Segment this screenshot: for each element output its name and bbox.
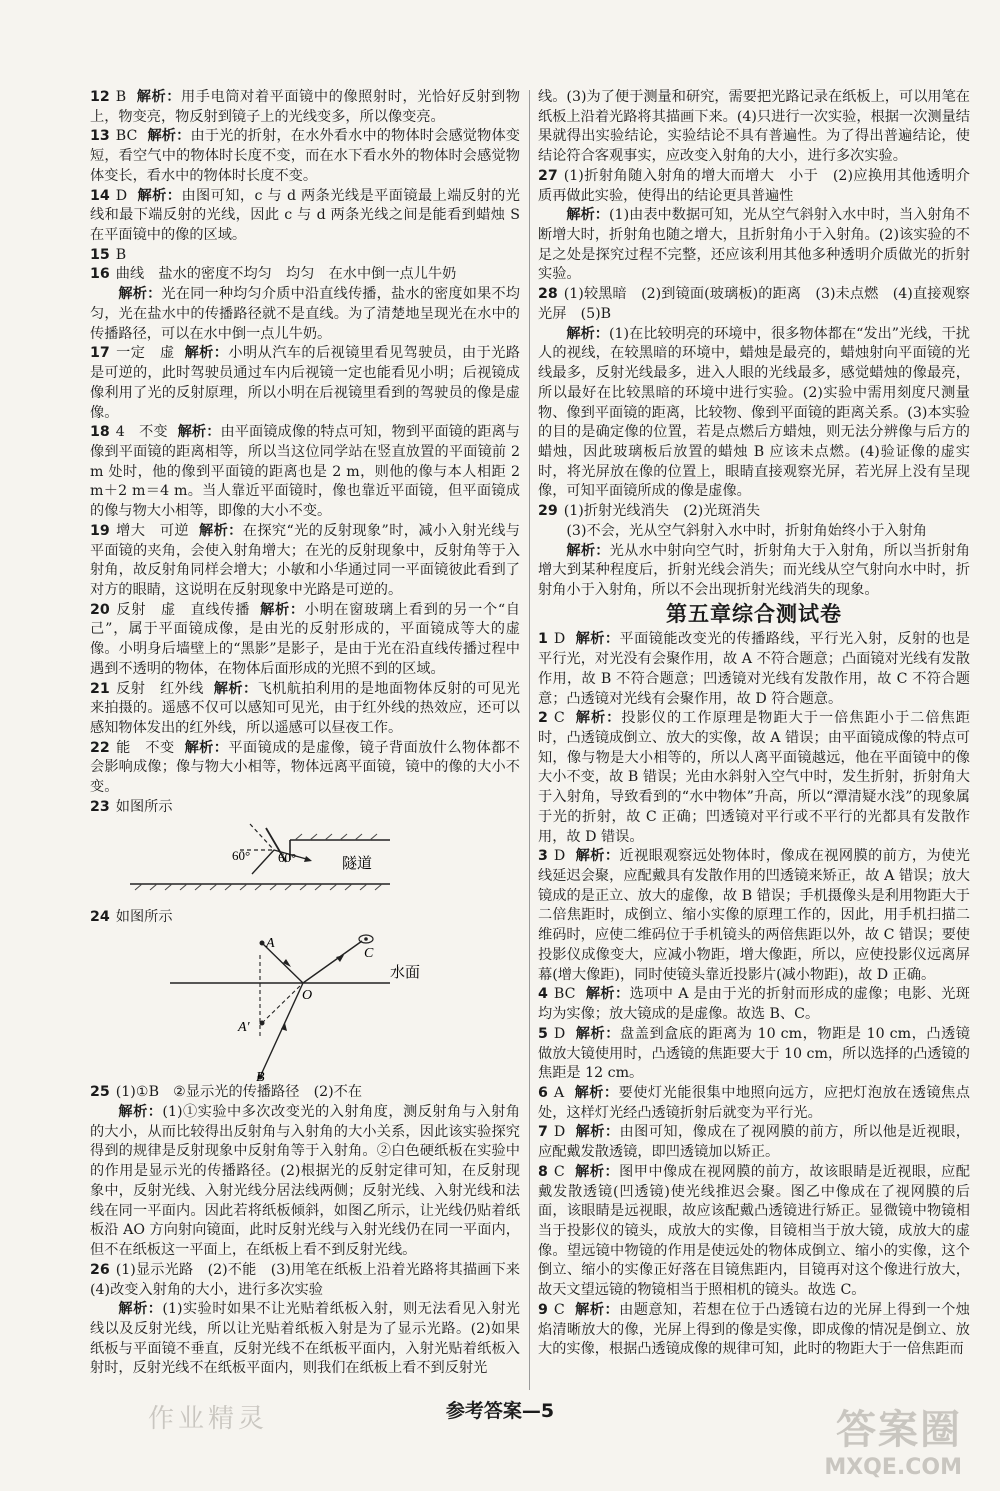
explanation-label: 解析： — [118, 1301, 163, 1318]
answer-explanation — [538, 88, 970, 167]
explanation-label: 解析： — [260, 601, 305, 618]
page-footer: 参考答案—5 — [445, 1400, 555, 1422]
answer-value: (1)较黑暗 (2)到镜面(玻璃板)的距离 (3)未点燃 (4)直接观察光屏 (5)B — [538, 286, 970, 322]
answer-value: D — [115, 187, 128, 204]
question-number: 22 — [90, 739, 110, 756]
answer-value: BC — [553, 986, 576, 1003]
answer-item — [538, 1163, 970, 1301]
explanation-label: 解析： — [585, 986, 630, 1003]
question-number: 21 — [90, 680, 110, 697]
question-number: 24 — [90, 908, 110, 925]
point-a-prime-label: A′ — [238, 1020, 250, 1036]
answer-explanation — [90, 1103, 520, 1261]
answer-value: (1)折射光线消失 (2)光斑消失 — [563, 503, 761, 520]
answer-value: D — [553, 1124, 566, 1141]
answer-value: 反射 虚 直线传播 — [115, 601, 251, 618]
explanation-label: 解析： — [147, 128, 191, 145]
explanation-text: 由题意知，若想在位于凸透镜右边的光屏上得到一个烛焰清晰放大的像，光屏上得到的像是实像，即成像的情况是倒立、放大的实像，根据凸透镜成像的规律可知，此时的物距大于一倍焦距而 — [538, 1301, 970, 1358]
explanation-label: 解析： — [575, 631, 620, 648]
answer-item — [538, 1084, 970, 1123]
explanation-text: (1)在比较明亮的环境中，很多物体都在“发出”光线，干扰人的视线，在较黑暗的环境中，蜡烛是最亮的，蜡烛射向平面镜的光线最多，反射光线最多，进入人眼的光线最多，感觉蜡烛的像最亮，所以最好在比较黑暗的环境中进行实验。(2)实验中需用刻度尺测量物、像到平面镜的距离，比较物、像到平面镜的距离关系。(3)本实验的目的是确定像的位置，若是点燃后方蜡烛，则无法分辨像与后方的蜡烛，因此玻璃板后放置的蜡烛 B 应该未点燃。(4)验证像的虚实时，将光屏放在像的位置上，眼睛直接观察光屏，若光屏上没有呈现像，可知平面镜所成的像是虚像。 — [538, 325, 970, 500]
question-number: 25 — [90, 1084, 110, 1101]
answer-item — [90, 1261, 535, 1300]
explanation-text: 选项中 A 是由于光的折射而形成的虚像；电影、光斑均为实像；放大镜成的是虚像。故选 B、C。 — [538, 986, 970, 1023]
explanation-text: 小明在窗玻璃上看到的另一个“自己”，属于平面镜成像，是由光的反射形成的，平面镜成等大的虚像。小明身后墙壁上的“黑影”是影子，是由于光在沿直线传播过程中遇到不透明的物体，在物体后面形成的光照不到的区域。 — [90, 601, 520, 677]
answer-item — [90, 798, 520, 818]
explanation-text: 线。(3)为了便于测量和研究，需要把光路记录在纸板上，可以用笔在纸板上沿着光路将其描画下来。(4)只进行一次实验，根据一次测量结果就得出实验结论，实验结论不具有普遍性。为了得出普遍结论，使结论符合客观事实，应改变入射角的大小，进行多次实验。 — [538, 89, 970, 165]
explanation-text: 由平面镜成像的特点可知，物到平面镜的距离与像到平面镜的距离相等，所以当这位同学站在竖直放置的平面镜前 2 m 处时，他的像到平面镜的距离也是 2 m，则他的像与本人相距 2 m＋2 m＝4 m。当人靠近平面镜时，像也靠近平面镜，但平面镜成的像与物大小相等，即像的大小不变。 — [90, 424, 520, 520]
question-number: 28 — [538, 286, 558, 303]
explanation-label: 解析： — [566, 207, 610, 224]
explanation-text: (1)实验时如果不让光贴着纸板入射，则无法看见入射光线以及反射光线，所以让光贴着纸板入射是为了显示光路。(2)如果纸板与平面镜不垂直，反射光线不在纸板平面内，入射光贴着纸板入射时，反射光线不在纸板平面内，则我们在纸板上看不到反射光 — [90, 1301, 520, 1377]
question-number: 9 — [538, 1301, 548, 1318]
explanation-text: (1)由表中数据可知，光从空气斜射入水中时，当入射角不断增大时，折射角也随之增大，且折射角小于入射角。(2)该实验的不足之处是探究过程不完整，还应该利用其他多种透明介质做光的折射实验。 — [538, 207, 970, 283]
section-title: 第五章综合测试卷 — [666, 601, 842, 626]
explanation-label: 解析： — [137, 187, 182, 204]
answer-item — [90, 601, 520, 680]
answer-explanation — [538, 542, 970, 601]
answer-value: A — [553, 1084, 565, 1101]
right-bottom-answers — [538, 630, 970, 1360]
question-number: 14 — [90, 187, 110, 204]
explanation-label: 解析： — [118, 1104, 163, 1121]
answer-item — [538, 1301, 970, 1360]
explanation-label: 解析： — [177, 424, 221, 441]
answer-value: 反射 红外线 — [115, 680, 204, 697]
explanation-text: 用手电筒对着平面镜中的像照射时，光恰好反射到物上，物变亮，物反射到镜子上的光线变多，所以像变亮。 — [90, 89, 520, 125]
question-number: 8 — [538, 1163, 548, 1180]
answer-value: C — [553, 710, 565, 727]
water-surface-label: 水面 — [390, 963, 421, 982]
explanation-text: 要使灯光能很集中地照向远方，应把灯泡放在透镜焦点处，这样灯光经凸透镜折射后就变为平行光。 — [538, 1084, 970, 1121]
question-number: 7 — [538, 1124, 548, 1141]
explanation-label: 解析： — [199, 522, 243, 539]
explanation-text: (1)①实验中多次改变光的入射角度，测反射角与入射角的大小，从而比较得出反射角与入射角的大小关系，因此该实验探究得到的规律是反射现象中反射角等于入射角。②白色硬纸板在实验中的作用是显示光的传播路径。(2)根据光的反射定律可知，在反射现象中，反射光线、入射光线分居法线两侧；反射光线、入射光线和法线在同一平面内。因此若将纸板倾斜，如图乙所示，让光线仍贴着纸板沿 AO 方向射向镜面，此时反射光线与入射光线仍在同一平面内，但不在纸板这一平面上，在纸板上看不到反射光线。 — [90, 1104, 520, 1259]
answer-item — [538, 1123, 970, 1162]
answer-item — [90, 423, 520, 522]
answer-value: B — [115, 246, 127, 263]
angle-label-2: 60° — [278, 849, 297, 865]
answer-item — [90, 739, 520, 798]
answer-value: D — [553, 631, 566, 648]
question-number: 6 — [538, 1084, 548, 1101]
angle-label-1: 60° — [232, 847, 251, 863]
right-column — [538, 88, 970, 1360]
point-c-label: C — [364, 946, 374, 962]
explanation-text: 光在同一种均匀介质中沿直线传播，盐水的密度如果不均匀，光在盐水中的传播路径就不是直线。为了清楚地呈现光在水中的传播路径，可以在水中倒一点儿牛奶。 — [90, 286, 520, 342]
explanation-text: 光从水中射向空气时，折射角大于入射角，所以当折射角增大到某种程度后，折射光线会消失；而光线从空气射向水中时，折射角小于入射角，所以不会出现折射光线消失的现象。 — [538, 542, 970, 598]
answer-value: 曲线 盐水的密度不均匀 均匀 在水中倒一点儿牛奶 — [115, 266, 457, 283]
question-number: 15 — [90, 246, 110, 263]
explanation-label: 解析： — [574, 1084, 619, 1101]
right-top-answers — [538, 88, 970, 601]
explanation-text: 飞机航拍利用的是地面物体反射的可见光来拍摄的。遥感不仅可以感知可见光，由于红外线的热效应，还可以感知物体发出的红外线，所以遥感可以昼夜工作。 — [90, 680, 520, 736]
explanation-text: 投影仪的工作原理是物距大于一倍焦距小于二倍焦距时，凸透镜成倒立、放大的实像，故 A 错误；由平面镜成像的特点可知，像与物是大小相等的，所以人离平面镜越远，他在平面镜中的像大小不变，故 B 错误；光由水斜射入空气中时，发生折射，折射角大于入射角，导致看到的“水中物体”升高，所以“潭清疑水浅”的现象属于光的折射，故 C 正确；凹透镜对平行或不平行的光都具有发散作用，故 D 错误。 — [538, 710, 970, 845]
explanation-text: 平面镜成的是虚像，镜子背面放什么物体都不会影响成像；像与物大小相等，物体远离平面镜，镜中的像的大小不变。 — [90, 739, 520, 796]
answer-item — [538, 985, 970, 1024]
left-column — [90, 88, 535, 1379]
explanation-label: 解析： — [574, 1163, 620, 1180]
explanation-label: 解析： — [136, 89, 182, 105]
answer-value: 如图所示 — [115, 798, 173, 815]
answer-value: C — [553, 1163, 565, 1180]
answer-item — [90, 88, 520, 127]
answer-value: D — [553, 848, 566, 865]
answer-item — [538, 630, 970, 709]
question-number: 29 — [538, 503, 558, 520]
explanation-label: 解析： — [213, 680, 258, 697]
explanation-label: 解析： — [575, 1025, 620, 1042]
answer-item — [90, 265, 520, 285]
explanation-label: 解析： — [184, 739, 229, 756]
watermark-left: 作业精灵 — [148, 1404, 269, 1434]
question-number: 1 — [538, 631, 548, 648]
answer-value: 一定 虚 — [115, 345, 175, 362]
question-number: 17 — [90, 345, 110, 362]
question-number: 16 — [90, 266, 110, 283]
point-b-label: B — [256, 1070, 265, 1082]
answer-item — [90, 344, 520, 423]
explanation-text: 近视眼观察远处物体时，像成在视网膜的前方，为使光线延迟会聚，应配戴具有发散作用的凹透镜来矫正，故 A 错误；放大镜成的是正立、放大的虚像，故 B 错误；手机摄像头是利用物距大于二倍焦距时，成倒立、缩小实像的原理工作的，因此，用手机扫描二维码时，应使二维码位于手机镜头的两倍焦距以外，故 C 错误；要使投影仪成像变大，应减小物距，增大像距，所以，应使投影仪远离屏幕(增大像距)，同时使镜头靠近投影片(减小物距)，故 D 正确。 — [538, 848, 970, 983]
watermark-logo — [824, 1398, 962, 1480]
water-reflection-figure — [90, 929, 520, 1081]
answer-item — [538, 167, 970, 206]
explanation-label: 解析： — [575, 848, 620, 865]
point-a-label: A — [266, 936, 275, 952]
question-number: 20 — [90, 601, 110, 618]
explanation-label: 解析： — [184, 345, 229, 362]
explanation-text: 由图可知，像成在了视网膜的前方，所以他是近视眼，应配戴发散透镜，即凹透镜加以矫正。 — [538, 1124, 970, 1161]
answer-item — [90, 1083, 520, 1103]
watermark-sub: MXQE.COM — [824, 1455, 962, 1480]
answer-value: 如图所示 — [115, 908, 173, 925]
explanation-text: 由图可知，c 与 d 两条光线是平面镜最上端反射的光线和最下端反射的光线，因此 c 与 d 两条光线之间是能看到蜡烛 S 在平面镜中的像的区域。 — [90, 187, 520, 244]
answer-item — [90, 246, 520, 266]
answer-explanation — [538, 325, 970, 502]
question-number: 2 — [538, 710, 548, 727]
explanation-label: 解析： — [574, 710, 622, 727]
tunnel-reflection-figure — [90, 820, 520, 906]
watermark-main: 答案圈 — [836, 1407, 962, 1453]
answer-value: (1)①B ②显示光的传播路径 (2)不在 — [115, 1084, 363, 1101]
answer-value: D — [553, 1025, 566, 1042]
answer-item — [538, 1025, 970, 1084]
explanation-label: 解析： — [575, 1124, 620, 1141]
answer-value: 4 不变 — [115, 424, 168, 441]
question-number: 19 — [90, 522, 110, 539]
answer-explanation — [538, 206, 970, 285]
explanation-label: 解析： — [118, 286, 162, 303]
answer-value: C — [553, 1301, 565, 1318]
answer-explanation — [90, 1300, 520, 1379]
answer-item — [90, 522, 520, 601]
explanation-text: 在探究“光的反射现象”时，减小入射光线与平面镜的夹角，会使入射角增大；在光的反射现象中，反射角等于入射角，故反射角同样会增大；小敏和小华通过同一平面镜彼此看到了对方的眼睛，这说明在反射现象中光路是可逆的。 — [90, 522, 520, 598]
explanation-text: 盘盖到盒底的距离为 10 cm，物距是 10 cm，凸透镜做放大镜使用时，凸透镜的焦距要大于 10 cm，所以选择的凸透镜的焦距是 12 cm。 — [538, 1025, 970, 1082]
answer-value: 能 不变 — [115, 739, 175, 756]
answer-value: B — [115, 89, 127, 105]
answer-item — [538, 709, 970, 847]
explanation-text: 图甲中像成在视网膜的前方，故该眼睛是近视眼，应配戴发散透镜(凹透镜)使光线推迟会聚。图乙中像成在了视网膜的后面，该眼睛是远视眼，故应该配戴凸透镜进行矫正。显微镜中物镜相当于投影仪的镜头，成放大的实像，目镜相当于放大镜，成放大的虚像。望远镜中物镜的作用是使远处的物体成倒立、缩小的实像，这个倒立、缩小的实像正好落在目镜焦距内，目镜再对这个像进行放大，故天文望远镜的物镜相当于照相机的镜头。故选 C。 — [538, 1163, 970, 1299]
answer-item — [538, 502, 970, 522]
question-number: 3 — [538, 848, 548, 865]
point-o-label: O — [302, 988, 313, 1004]
question-number: 5 — [538, 1025, 548, 1042]
tunnel-label: 隧道 — [342, 853, 373, 872]
question-number: 18 — [90, 424, 110, 441]
question-number: 12 — [90, 89, 110, 105]
answer-explanation — [538, 522, 970, 542]
question-number: 23 — [90, 798, 110, 815]
explanation-label: 解析： — [574, 1301, 620, 1318]
answer-item — [90, 187, 520, 246]
answer-item — [90, 908, 520, 928]
explanation-text: 平面镜能改变光的传播路线，平行光入射，反射的也是平行光，对光没有会聚作用，故 A 不符合题意；凸面镜对光线有发散作用，故 B 不符合题意；凹透镜对光线有发散作用，故 C 不符合题意；凸透镜对光线有会聚作用，故 D 符合题意。 — [538, 631, 970, 707]
answer-value: (1)折射角随入射角的增大而增大 小于 (2)应换用其他透明介质再做此实验，使得出的结论更具普遍性 — [538, 167, 970, 204]
answer-value: BC — [115, 128, 138, 145]
explanation-text: (3)不会，光从空气斜射入水中时，折射角始终小于入射角 — [566, 522, 927, 539]
answer-explanation — [90, 285, 520, 344]
explanation-label: 解析： — [566, 325, 609, 342]
answer-item — [90, 680, 520, 739]
answer-item — [90, 127, 520, 186]
answer-value: (1)显示光路 (2)不能 (3)用笔在纸板上沿着光路将其描画下来 (4)改变入射角的大小，进行多次实验 — [90, 1261, 535, 1298]
question-number: 27 — [538, 167, 558, 184]
answer-value: 增大 可逆 — [115, 522, 190, 539]
question-number: 13 — [90, 128, 110, 145]
explanation-text: 小明从汽车的后视镜里看见驾驶员，由于光路是可逆的，此时驾驶员通过车内后视镜一定也能看见小明；后视镜成像利用了光的反射原理，所以小明在后视镜里看到的驾驶员的像是虚像。 — [90, 345, 520, 421]
answer-item — [538, 285, 970, 324]
explanation-label: 解析： — [566, 542, 610, 559]
explanation-text: 由于光的折射，在水外看水中的物体时会感觉物体变短，看空气中的物体时长度不变，而在水下看水外的物体时会感觉物体变长，看水中的物体时长度不变。 — [90, 128, 520, 184]
column-divider — [529, 90, 530, 1390]
question-number: 26 — [90, 1261, 110, 1278]
answer-item — [538, 847, 970, 985]
question-number: 4 — [538, 986, 548, 1003]
